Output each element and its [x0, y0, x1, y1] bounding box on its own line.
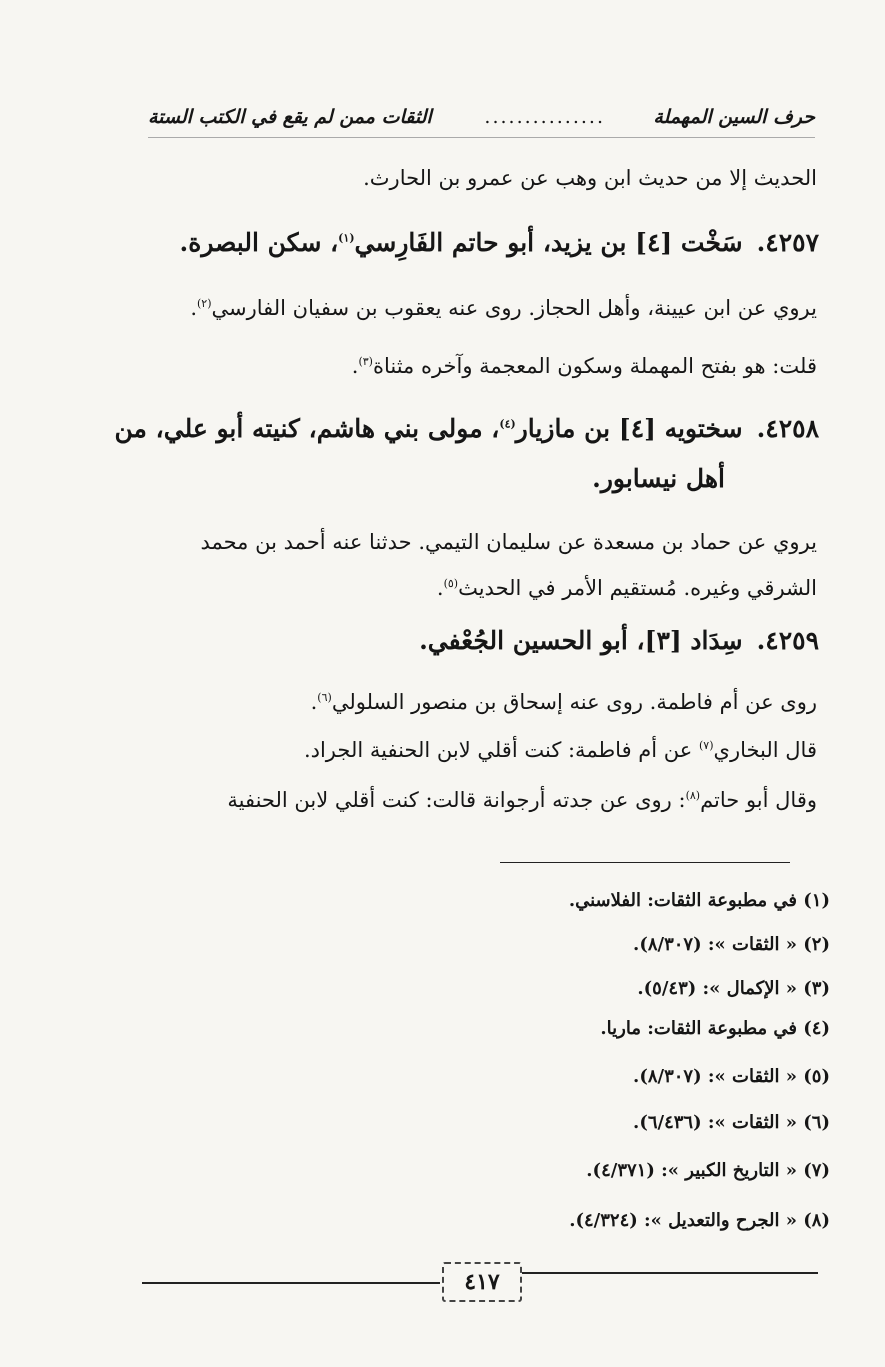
entry-heading-continued: أهل نيسابور.	[592, 464, 725, 493]
footnote-ref: (١)	[338, 231, 355, 245]
footnote-1: (١) في مطبوعة الثقات: الفلاسني.	[568, 890, 830, 911]
entry-number: ٤٢٥٧.	[756, 228, 819, 257]
text: روى عن أم فاطمة. روى عنه إسحاق بن منصور السلولي	[331, 690, 817, 714]
text: .	[190, 296, 197, 320]
header-dots: ...............	[484, 106, 605, 128]
entry-4259	[419, 626, 819, 655]
entry-4257	[180, 228, 819, 257]
footnote-5: (٥) « الثقات »: (٨/٣٠٧).	[633, 1066, 830, 1087]
text: قال البخاري	[713, 738, 817, 762]
text: الشرقي وغيره. مُستقيم الأمر في الحديث	[458, 576, 817, 600]
entry-heading: سِدَاد [٣]، أبو الحسين الجُعْفي.	[419, 626, 743, 655]
text: عن أم فاطمة: كنت أقلي لابن الحنفية الجراد.	[303, 738, 699, 762]
text: .	[310, 690, 318, 714]
header-book-title: الثقات ممن لم يقع في الكتب الستة	[148, 106, 432, 128]
text-line: الحديث إلا من حديث ابن وهب عن عمرو بن الحارث.	[363, 166, 817, 190]
footnote-ref: (٥)	[443, 577, 459, 590]
footnote-ref: (٤)	[499, 417, 516, 431]
text-line	[304, 738, 817, 762]
footnote-ref: (٦)	[317, 691, 332, 704]
footnote-8: (٨) « الجرح والتعديل »: (٤/٣٢٤).	[569, 1210, 830, 1231]
text-line	[437, 576, 817, 600]
page-number: ٤١٧	[442, 1262, 522, 1302]
text-line	[311, 690, 817, 714]
footnote-ref: (٧)	[699, 739, 714, 752]
bottom-rule-left	[142, 1282, 440, 1284]
entry-heading: سَخْت [٤] بن يزيد، أبو حاتم الفَارِسي	[354, 228, 743, 257]
entry-heading-tail: ، مولى بني هاشم، كنيته أبو علي، من	[114, 414, 500, 443]
entry-number: ٤٢٥٩.	[756, 626, 819, 655]
footnote-ref: (٣)	[358, 355, 373, 368]
entry-heading: سختويه [٤] بن مازيار	[515, 414, 743, 443]
footnote-separator	[500, 862, 790, 863]
entry-heading-tail: ، سكن البصرة.	[179, 228, 339, 257]
text-line	[352, 354, 817, 378]
text: قلت: هو بفتح المهملة وسكون المعجمة وآخره مثناة	[372, 354, 817, 378]
entry-4258	[115, 414, 819, 443]
footnote-ref: (٨)	[685, 789, 701, 802]
text-line	[190, 296, 817, 320]
footnote-7: (٧) « التاريخ الكبير »: (٤/٣٧١).	[586, 1160, 830, 1181]
text-line: يروي عن حماد بن مسعدة عن سليمان التيمي. حدثنا عنه أحمد بن محمد	[200, 530, 817, 554]
header-chapter: حرف السين المهملة	[653, 106, 815, 128]
text-line	[227, 788, 817, 812]
text: .	[351, 354, 359, 378]
footnote-2: (٢) « الثقات »: (٨/٣٠٧).	[633, 934, 830, 955]
text: : روى عن جدته أرجوانة قالت: كنت أقلي لابن الحنفية	[227, 788, 686, 812]
footnote-6: (٦) « الثقات »: (٦/٤٣٦).	[633, 1112, 830, 1133]
footnote-3: (٣) « الإكمال »: (٥/٤٣).	[637, 978, 830, 999]
text: وقال أبو حاتم	[700, 788, 817, 812]
header-rule	[148, 137, 815, 138]
footnote-4: (٤) في مطبوعة الثقات: ماريا.	[600, 1018, 830, 1039]
text: يروي عن ابن عيينة، وأهل الحجاز. روى عنه يعقوب بن سفيان الفارسي	[211, 296, 817, 320]
text: .	[436, 576, 444, 600]
bottom-rule-right	[522, 1272, 818, 1274]
entry-number: ٤٢٥٨.	[756, 414, 819, 443]
footnote-ref: (٢)	[197, 297, 212, 310]
